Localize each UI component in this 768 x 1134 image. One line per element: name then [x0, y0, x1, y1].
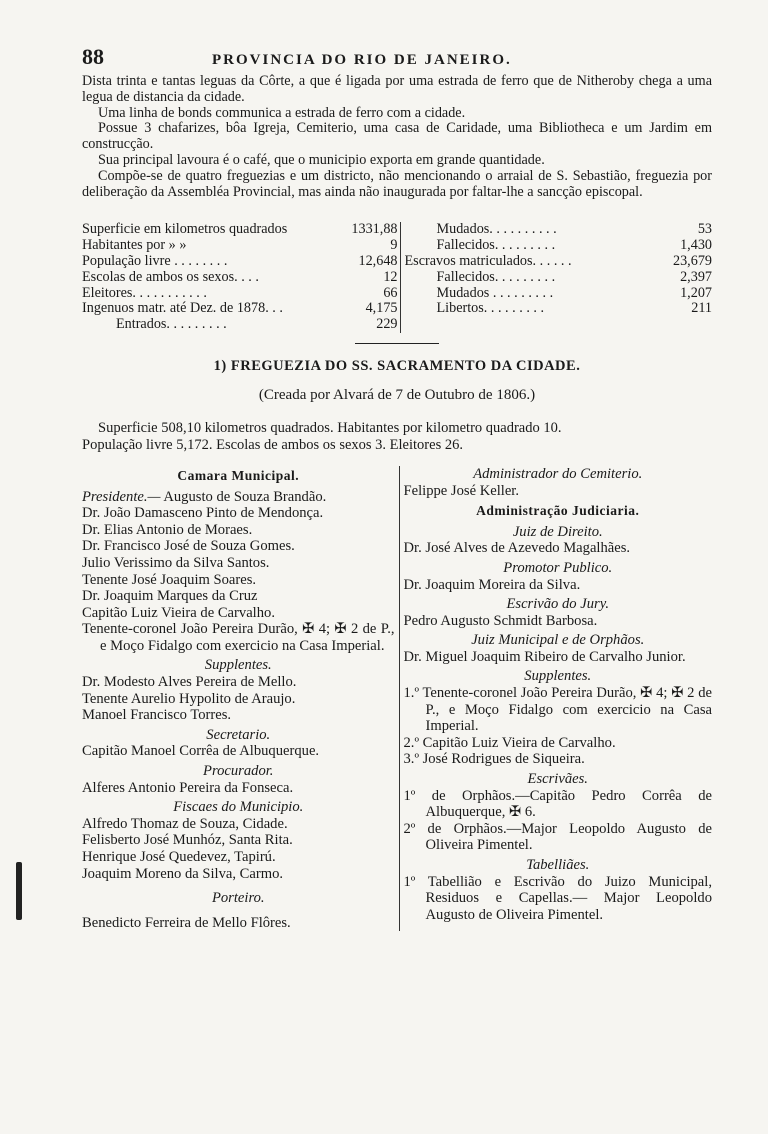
summary-line: Superficie 508,10 kilometros quadrados. Habitantes por kilometro quadrado 10.	[98, 419, 562, 436]
page-number: 88	[82, 44, 104, 69]
tabelliaes-heading: Tabelliães.	[526, 857, 590, 874]
member-line: Capitão Luiz Vieira de Carvalho.	[82, 604, 275, 621]
fiscal-line: Felisberto José Munhóz, Santa Rita.	[82, 832, 293, 849]
camara-heading: Camara Municipal.	[177, 467, 300, 483]
stat-row	[82, 270, 398, 286]
stat-label: Fallecidos. . . . . . . . .	[436, 269, 556, 285]
admin-judiciaria-heading: Administração Judiciaria.	[476, 503, 640, 519]
supplente-line: 2.º Capitão Luiz Vieira de Carvalho.	[403, 734, 616, 751]
juiz-municipal-heading: Juiz Municipal e de Orphãos.	[471, 632, 645, 649]
stat-value: 229	[376, 316, 398, 333]
margin-ink-mark	[16, 862, 22, 920]
stat-value: 53	[697, 221, 712, 238]
stat-label: Habitantes por » »	[82, 238, 187, 254]
stat-label: Eleitores. . . . . . . . . . .	[82, 285, 207, 301]
member-line: Dr. João Damasceno Pinto de Mendonça.	[82, 505, 324, 522]
member-line: Tenente-coronel João Pereira Durão, ✠ 4; ✠ 2 de P., e Moço Fidalgo com exercicio na Casa Imperial.	[82, 621, 395, 654]
fiscaes-heading: Fiscaes do Municipio.	[173, 799, 304, 816]
supplentes-heading: Supplentes.	[204, 657, 272, 674]
officials-columns	[82, 466, 712, 931]
member-line: Julio Verissimo da Silva Santos.	[82, 554, 270, 571]
stat-row	[82, 301, 398, 317]
section-title: 1) FREGUEZIA DO SS. SACRAMENTO DA CIDADE.	[213, 357, 581, 374]
summary-line: População livre 5,172. Escolas de ambos os sexos 3. Eleitores 26.	[82, 436, 463, 453]
procurador-heading: Procurador.	[203, 763, 274, 780]
fiscal-line: Henrique José Quedevez, Tapirú.	[82, 849, 276, 866]
section-divider	[355, 343, 439, 344]
admin-cemiterio-heading: Administrador do Cemiterio.	[473, 465, 643, 482]
page	[82, 44, 712, 931]
stat-label: Fallecidos. . . . . . . . .	[436, 238, 556, 254]
stat-label: Mudados . . . . . . . . .	[436, 285, 554, 301]
stat-value: 1331,88	[351, 221, 398, 238]
statistics-table	[82, 222, 712, 333]
stat-row	[82, 222, 398, 238]
promotor-heading: Promotor Publico.	[503, 559, 613, 576]
stat-value: 23,679	[672, 252, 712, 269]
member-line: Dr. Elias Antonio de Moraes.	[82, 521, 253, 538]
officials-right-column	[400, 466, 713, 931]
member-line: Tenente José Joaquim Soares.	[82, 571, 257, 588]
stat-row	[405, 222, 713, 238]
intro-paragraph: Dista trinta e tantas leguas da Côrte, a que é ligada por uma estrada de ferro que de Nitheroby chega a uma legua de distancia da cidade.	[82, 73, 712, 105]
stat-value: 2,397	[680, 268, 712, 285]
porteiro-line: Benedicto Ferreira de Mello Flôres.	[82, 914, 291, 931]
tabelliao-line: 1º Tabellião e Escrivão do Juizo Municipal, Residuos e Capellas.— Major Leopoldo Augusto de Oliveira Pimentel.	[403, 873, 712, 923]
statistics-right-column	[401, 222, 713, 333]
running-title: PROVINCIA DO RIO DE JANEIRO.	[212, 52, 512, 68]
intro-paragraph: Uma linha de bonds communica a estrada de ferro com a cidade.	[98, 104, 466, 121]
promotor-line: Dr. Joaquim Moreira da Silva.	[403, 576, 581, 593]
stat-row	[405, 254, 713, 270]
supplente-line: Tenente Aurelio Hypolito de Araujo.	[82, 690, 296, 707]
supplentes-heading: Supplentes.	[524, 668, 592, 685]
page-header	[82, 44, 712, 74]
juiz-municipal-line: Dr. Miguel Joaquim Ribeiro de Carvalho Junior.	[403, 648, 686, 665]
stat-label: Libertos. . . . . . . . .	[436, 301, 545, 317]
president-name: Augusto de Souza Brandão.	[163, 488, 327, 505]
admin-cemiterio-line: Felippe José Keller.	[403, 482, 520, 499]
escrivao-line: 1º de Orphãos.—Capitão Pedro Corrêa de Albuquerque, ✠ 6.	[403, 787, 712, 821]
intro-paragraph: Possue 3 chafarizes, bôa Igreja, Cemiterio, uma casa de Caridade, uma Bibliotheca e um Jardim em construcção.	[82, 120, 712, 153]
section-creation-note: (Creada por Alvará de 7 de Outubro de 1806.)	[258, 386, 536, 403]
secretario-heading: Secretario.	[206, 726, 271, 743]
escrivao-jury-line: Pedro Augusto Schmidt Barbosa.	[403, 612, 598, 629]
stat-value: 211	[691, 300, 712, 317]
statistics-left-column	[82, 222, 401, 333]
stat-value: 66	[383, 284, 398, 301]
procurador-line: Alferes Antonio Pereira da Fonseca.	[82, 779, 294, 796]
stat-row	[405, 286, 713, 302]
supplente-line: 1.º Tenente-coronel João Pereira Durão, ✠ 4; ✠ 2 de P., e Moço Fidalgo com exercicio na Casa Imperial.	[403, 685, 712, 735]
supplente-line: Manoel Francisco Torres.	[82, 707, 232, 724]
stat-label: Escravos matriculados. . . . . .	[404, 253, 572, 269]
stat-label: Escolas de ambos os sexos. . . .	[82, 269, 259, 285]
officials-left-column	[82, 466, 400, 931]
stat-row	[82, 286, 398, 302]
stat-row	[405, 301, 713, 317]
intro-text	[82, 74, 712, 200]
stat-label: Superficie em kilometros quadrados	[82, 222, 288, 238]
escrivaes-heading: Escrivães.	[527, 771, 588, 788]
stat-value: 1,430	[680, 237, 712, 254]
stat-label: Mudados. . . . . . . . . .	[436, 222, 557, 238]
president-label: Presidente.—	[82, 488, 161, 505]
section-summary	[82, 420, 712, 454]
fiscal-line: Joaquim Moreno da Silva, Carmo.	[82, 865, 284, 882]
stat-label: População livre . . . . . . . .	[82, 253, 228, 269]
intro-paragraph: Sua principal lavoura é o café, que o municipio exporta em grande quantidade.	[98, 151, 545, 168]
stat-row	[82, 254, 398, 270]
stat-value: 4,175	[365, 300, 398, 317]
stat-label: Ingenuos matr. até Dez. de 1878. . .	[82, 301, 283, 317]
supplente-line: Dr. Modesto Alves Pereira de Mello.	[82, 674, 297, 691]
stat-value: 12,648	[358, 252, 398, 269]
stat-label: Entrados. . . . . . . . .	[116, 317, 227, 333]
escrivao-jury-heading: Escrivão do Jury.	[506, 596, 610, 613]
secretario-line: Capitão Manoel Corrêa de Albuquerque.	[82, 743, 320, 760]
intro-paragraph: Compõe-se de quatro freguezias e um districto, não mencionando o arraial de S. Sebastião, freguezia por deliberação da Assembléa Provincial, mas ainda não inaugurada por faltar-lhe a sancção episcopal.	[82, 167, 712, 200]
escrivao-line: 2º de Orphãos.—Major Leopoldo Augusto de Oliveira Pimentel.	[403, 820, 712, 854]
stat-row	[405, 270, 713, 286]
porteiro-heading: Porteiro.	[211, 890, 265, 907]
fiscal-line: Alfredo Thomaz de Souza, Cidade.	[82, 815, 288, 832]
member-line: Dr. Joaquim Marques da Cruz	[82, 588, 258, 605]
supplente-line: 3.º José Rodrigues de Siqueira.	[403, 751, 585, 768]
president-line	[82, 489, 395, 506]
stat-value: 12	[383, 268, 398, 285]
juiz-direito-line: Dr. José Alves de Azevedo Magalhães.	[403, 540, 631, 557]
stat-value: 1,207	[680, 284, 712, 301]
member-line: Dr. Francisco José de Souza Gomes.	[82, 538, 295, 555]
stat-row	[82, 317, 398, 333]
stat-value: 9	[390, 237, 398, 254]
juiz-direito-heading: Juiz de Direito.	[512, 523, 603, 540]
stat-row	[405, 238, 713, 254]
stat-row	[82, 238, 398, 254]
